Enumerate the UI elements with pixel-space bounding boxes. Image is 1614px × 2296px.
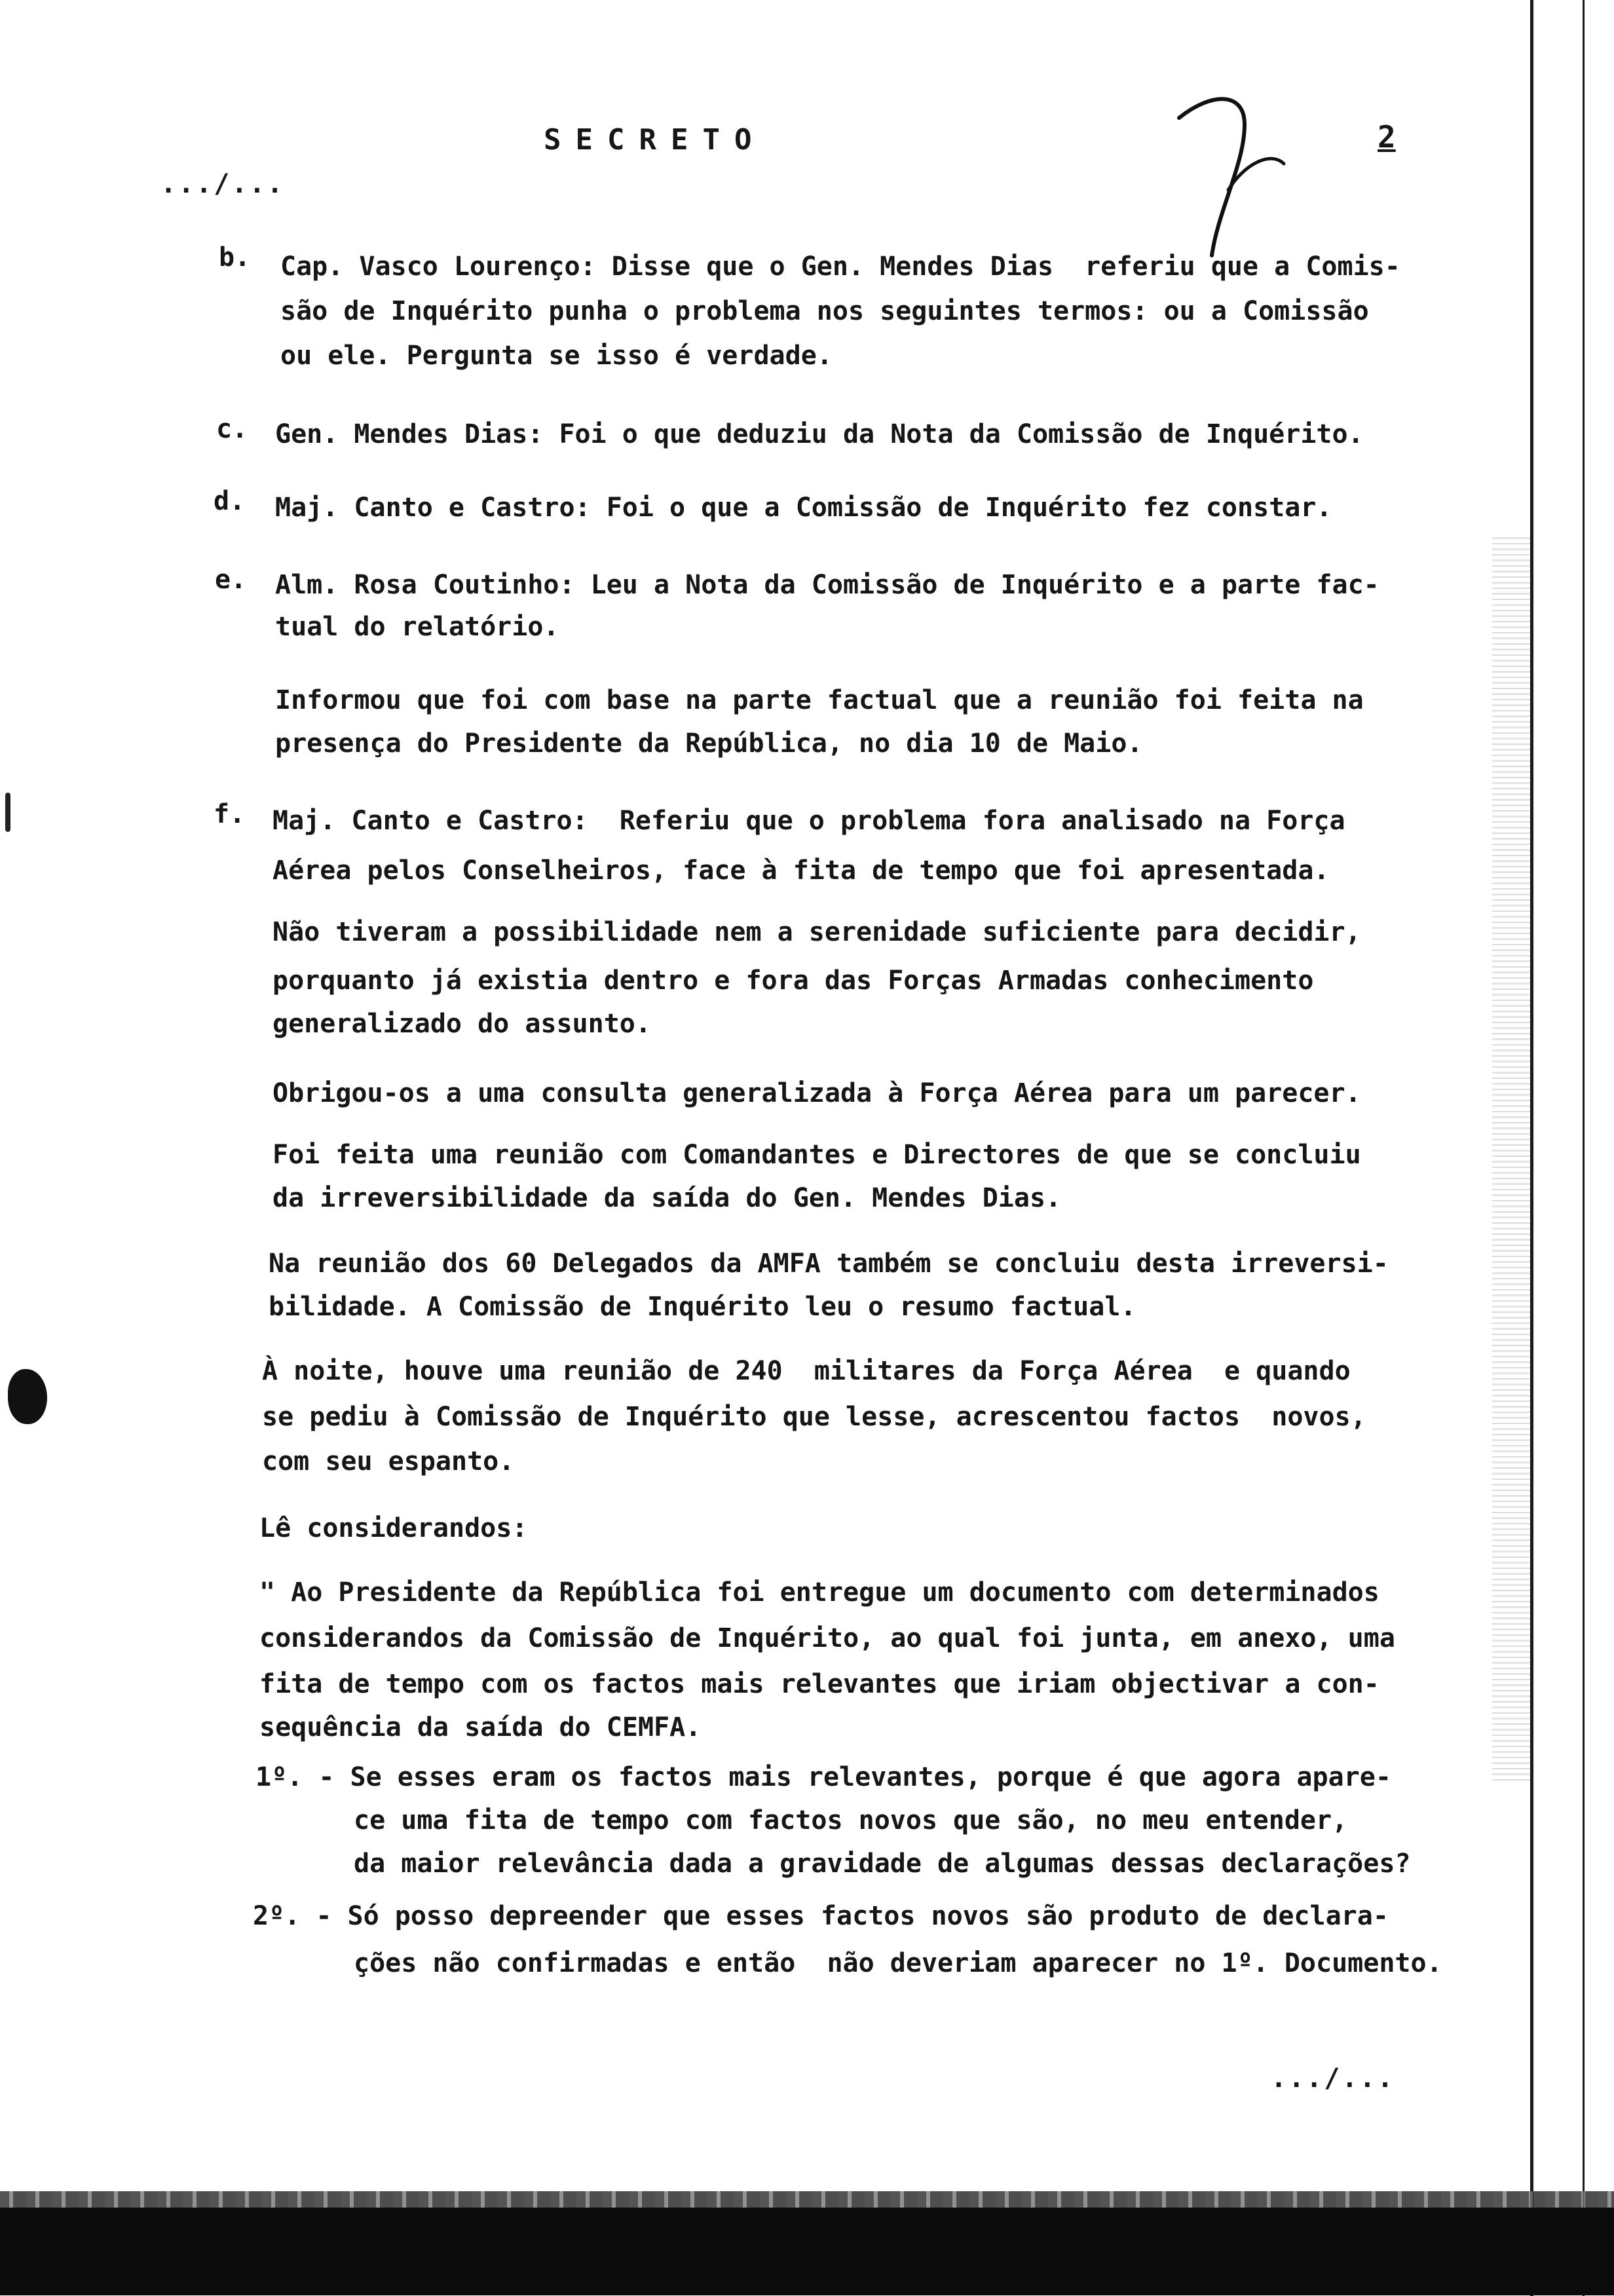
item-text-line: Foi feita uma reunião com Comandantes e Directores de que se concluiu [272,1140,1361,1170]
item-label: b. [219,242,251,273]
item-text-line: Não tiveram a possibilidade nem a serenidade suficiente para decidir, [272,917,1361,947]
item-label: f. [214,799,246,829]
quote-line: fita de tempo com os factos mais relevantes que iriam objectivar a con- [259,1669,1379,1699]
item-text-line: presença do Presidente da República, no dia 10 de Maio. [275,728,1143,759]
page-number: 2 [1378,119,1396,155]
quote-line: ções não confirmadas e então não deveriam aparecer no 1º. Documento. [354,1948,1442,1978]
item-text-line: bilidade. A Comissão de Inquérito leu o resumo factual. [269,1292,1136,1322]
item-text-line: Maj. Canto e Castro: Foi o que a Comissão de Inquérito fez constar. [275,493,1332,523]
scan-edge-line [1530,0,1533,2296]
item-text-line: da irreversibilidade da saída do Gen. Mendes Dias. [272,1183,1062,1213]
scan-bottom-edge [0,2191,1614,2208]
item-text-line: Informou que foi com base na parte factual que a reunião foi feita na [275,685,1364,715]
margin-mark [5,793,10,832]
item-text-line: são de Inquérito punha o problema nos seguintes termos: ou a Comissão [280,296,1369,326]
item-text-line: Gen. Mendes Dias: Foi o que deduziu da Nota da Comissão de Inquérito. [275,419,1364,449]
scan-bottom-strip [0,2208,1614,2295]
item-label: e. [215,565,247,595]
scan-edge-noise [1492,537,1531,1782]
quote-line: da maior relevância dada a gravidade de algumas dessas declarações? [354,1849,1411,1879]
item-text-line: se pediu à Comissão de Inquérito que lesse, acrescentou factos novos, [262,1402,1366,1432]
classification-header: SECRETO [544,123,766,157]
item-text-line: com seu espanto. [262,1446,515,1477]
item-text-line: À noite, houve uma reunião de 240 militares da Força Aérea e quando [262,1356,1351,1386]
item-label: d. [214,486,246,516]
item-text-line: tual do relatório. [275,612,559,642]
item-text-line: Alm. Rosa Coutinho: Leu a Nota da Comissão de Inquérito e a parte fac- [275,570,1379,600]
continuation-mark-top: .../... [160,169,285,199]
binder-hole-mark [8,1369,47,1424]
item-text-line: Aérea pelos Conselheiros, face à fita de tempo que foi apresentada. [272,856,1330,886]
item-text-line: ou ele. Pergunta se isso é verdade. [280,341,833,371]
handwritten-initials [1173,92,1369,262]
quote-line: " Ao Presidente da República foi entregue um documento com determinados [259,1577,1379,1608]
item-text-line: Na reunião dos 60 Delegados da AMFA também se concluiu desta irreversi- [269,1249,1389,1279]
continuation-mark-bottom: .../... [1271,2063,1395,2094]
quote-line: 1º. - Se esses eram os factos mais relevantes, porque é que agora apare- [255,1762,1391,1792]
item-text-line: Obrigou-os a uma consulta generalizada à Força Aérea para um parecer. [272,1078,1361,1108]
item-text-line: generalizado do assunto. [272,1009,651,1039]
quote-line: considerandos da Comissão de Inquérito, ao qual foi junta, em anexo, uma [259,1623,1395,1653]
quote-line: sequência da saída do CEMFA. [259,1712,702,1742]
item-label: c. [216,414,248,444]
item-text-line: Lê considerandos: [259,1513,528,1543]
item-text-line: Maj. Canto e Castro: Referiu que o problema fora analisado na Força [272,806,1345,836]
scan-edge-line [1583,0,1585,2296]
item-text-line: Cap. Vasco Lourenço: Disse que o Gen. Mendes Dias referiu que a Comis- [280,252,1400,282]
quote-line: 2º. - Só posso depreender que esses factos novos são produto de declara- [253,1901,1389,1931]
quote-line: ce uma fita de tempo com factos novos que são, no meu entender, [354,1805,1348,1835]
item-text-line: porquanto já existia dentro e fora das Forças Armadas conhecimento [272,966,1314,996]
